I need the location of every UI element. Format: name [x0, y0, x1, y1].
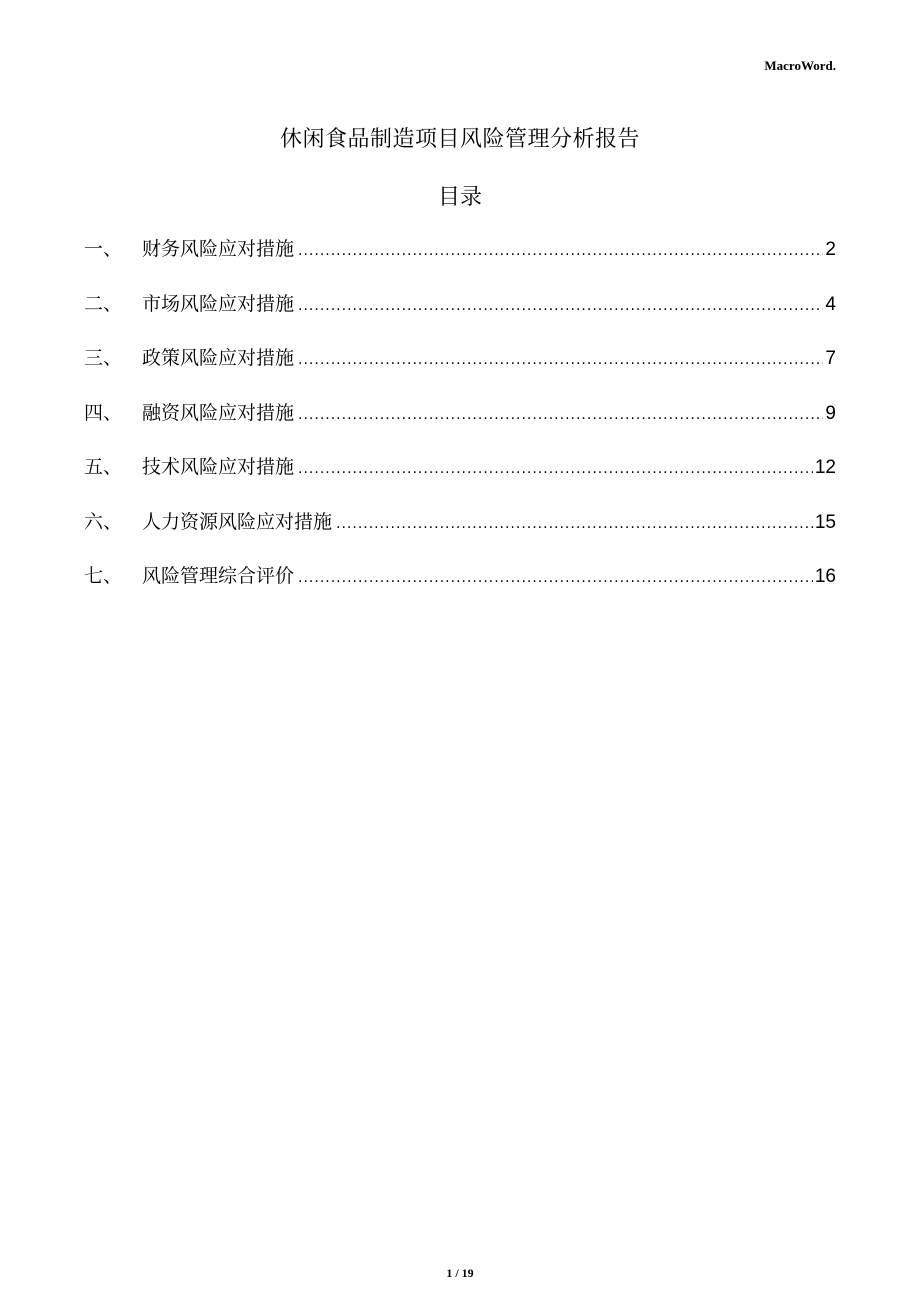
toc-entry-number: 二、 [84, 292, 123, 315]
toc-entry-title: 技术风险应对措施 [142, 456, 295, 478]
toc-entry-title: 市场风险应对措施 [142, 292, 295, 315]
header-brand: MacroWord. [764, 58, 836, 73]
toc-entry-title: 融资风险应对措施 [142, 401, 295, 424]
toc-dot-leader [298, 570, 813, 586]
toc-entry-1[interactable] [84, 234, 836, 289]
toc-entry-page: 9 [825, 402, 836, 424]
toc-entry-number: 五、 [84, 456, 123, 478]
table-of-contents [84, 234, 836, 616]
toc-entry-title: 风险管理综合评价 [142, 565, 295, 587]
toc-entry-7[interactable] [84, 561, 836, 616]
toc-dot-leader [298, 407, 823, 423]
toc-entry-2[interactable] [84, 289, 836, 344]
toc-entry-title: 财务风险应对措施 [142, 238, 295, 260]
toc-entry-6[interactable] [84, 507, 836, 562]
toc-entry-number: 三、 [84, 347, 123, 369]
toc-entry-page: 4 [825, 293, 836, 315]
toc-entry-page: 12 [814, 457, 836, 478]
toc-entry-number: 六、 [84, 510, 123, 533]
toc-entry-page: 7 [825, 348, 836, 369]
toc-dot-leader [298, 298, 823, 314]
toc-dot-leader [298, 352, 823, 368]
document-title: 休闲食品制造项目风险管理分析报告 [279, 127, 640, 152]
toc-entry-title: 政策风险应对措施 [142, 347, 295, 369]
toc-dot-leader [298, 243, 823, 259]
toc-entry-4[interactable] [84, 398, 836, 453]
toc-dot-leader [298, 461, 813, 477]
toc-heading: 目录 [437, 185, 482, 210]
toc-entry-title: 人力资源风险应对措施 [142, 510, 333, 533]
toc-entry-page: 16 [814, 566, 836, 587]
toc-entry-number: 七、 [84, 565, 123, 587]
toc-dot-leader [336, 516, 813, 532]
toc-entry-3[interactable] [84, 343, 836, 398]
toc-entry-number: 一、 [84, 238, 123, 260]
toc-entry-5[interactable] [84, 452, 836, 507]
toc-entry-page: 2 [825, 239, 836, 260]
page-indicator: 1 / 19 [446, 1266, 474, 1280]
toc-entry-number: 四、 [84, 401, 123, 424]
toc-entry-page: 15 [814, 511, 836, 533]
